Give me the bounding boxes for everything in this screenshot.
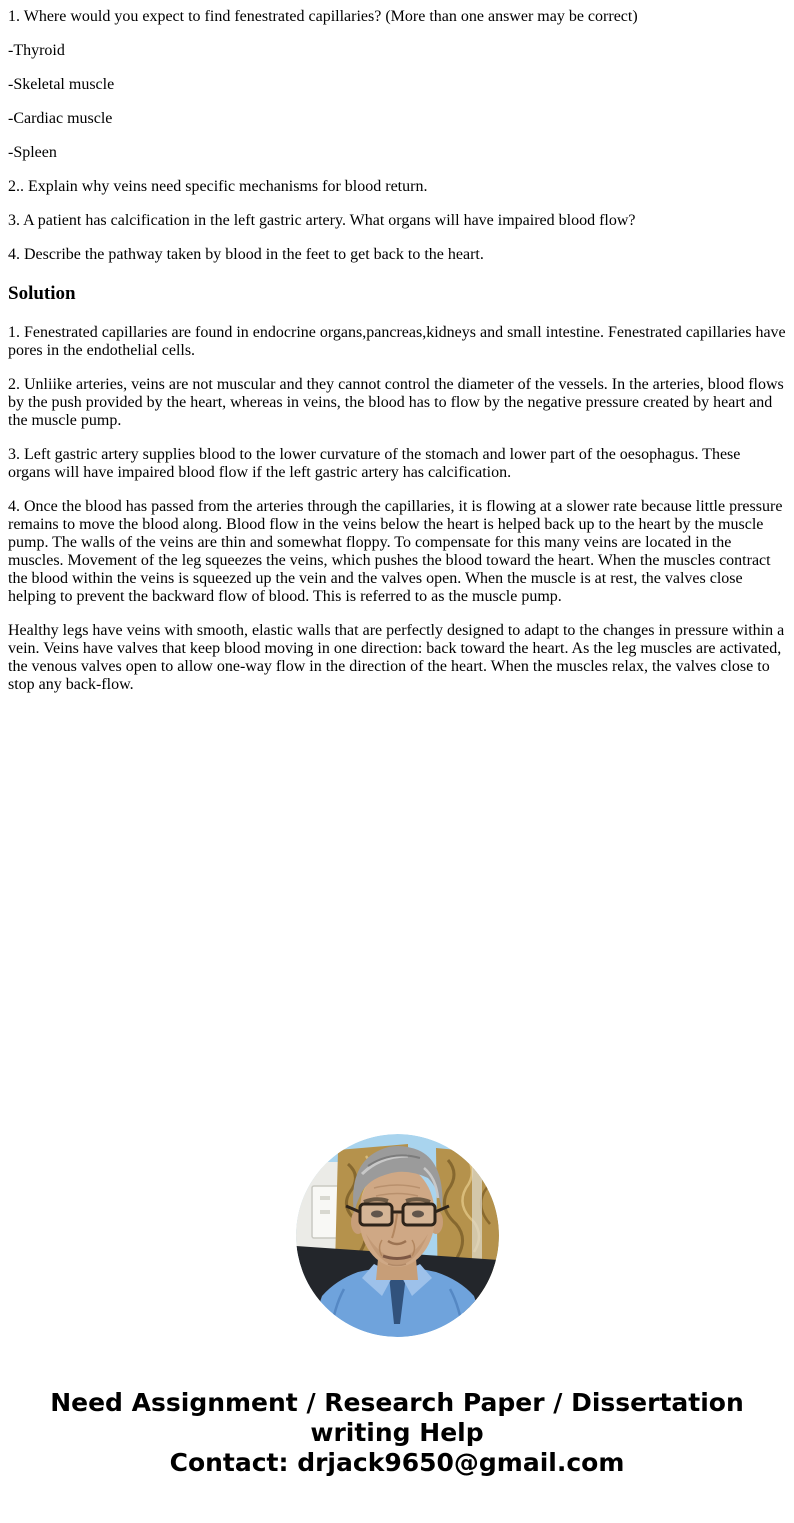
- question-2: 2.. Explain why veins need specific mechanisms for blood return.: [8, 178, 428, 195]
- solution-answer-2: 2. Unliike arteries, veins are not muscular and they cannot control the diameter of the vessels. In the arteries, blood flows by the push provided by the heart, whereas in veins, the blood has to flow by the negative pressure created by heart and the muscle pump.: [8, 376, 784, 429]
- question-1: 1. Where would you expect to find fenestrated capillaries? (More than one answer may be correct): [8, 8, 638, 25]
- question-1-option-skeletal-muscle: -Skeletal muscle: [8, 76, 115, 93]
- solution-heading: Solution: [8, 283, 76, 304]
- document-body: [8, 8, 786, 694]
- person-portrait-image: [296, 1134, 499, 1337]
- question-1-option-cardiac-muscle: -Cardiac muscle: [8, 110, 113, 127]
- solution-answer-4-continued: Healthy legs have veins with smooth, elastic walls that are perfectly designed to adapt to the changes in pressure within a vein. Veins have valves that keep blood moving in one direction: back toward the heart. As the leg muscles are activated, the venous valves open to allow one-way flow in the direction of the heart. When the muscles relax, the valves close to stop any back-flow.: [8, 622, 785, 693]
- question-1-option-spleen: -Spleen: [8, 144, 57, 161]
- solution-answer-3: 3. Left gastric artery supplies blood to the lower curvature of the stomach and lower part of the oesophagus. These organs will have impaired blood flow if the left gastric artery has calcification.: [8, 446, 741, 481]
- contact-line: Contact: drjack9650@gmail.com: [169, 1448, 625, 1477]
- solution-answer-4: 4. Once the blood has passed from the arteries through the capillaries, it is flowing at a slower rate because little pressure remains to move the blood along. Blood flow in the veins below the heart is helped back up to the heart by the muscle pump. The walls of the veins are thin and somewhat floppy. To compensate for this many veins are located in the muscles. Movement of the leg squeezes the veins, which pushes the blood toward the heart. When the muscles contract the blood within the veins is squeezed up the vein and the valves open. When the muscle is at rest, the valves close helping to prevent the backward flow of blood. This is referred to as the muscle pump.: [8, 498, 783, 605]
- question-4: 4. Describe the pathway taken by blood in the feet to get back to the heart.: [8, 246, 484, 263]
- tutor-avatar: [296, 1134, 499, 1337]
- promo-heading: Need Assignment / Research Paper / Dissertation writing Help: [50, 1388, 744, 1447]
- question-1-option-thyroid: -Thyroid: [8, 42, 65, 59]
- footer: [8, 1134, 786, 1478]
- question-3: 3. A patient has calcification in the left gastric artery. What organs will have impaired blood flow?: [8, 212, 636, 229]
- solution-answer-1: 1. Fenestrated capillaries are found in endocrine organs,pancreas,kidneys and small intestine. Fenestrated capillaries have pores in the endothelial cells.: [8, 324, 786, 359]
